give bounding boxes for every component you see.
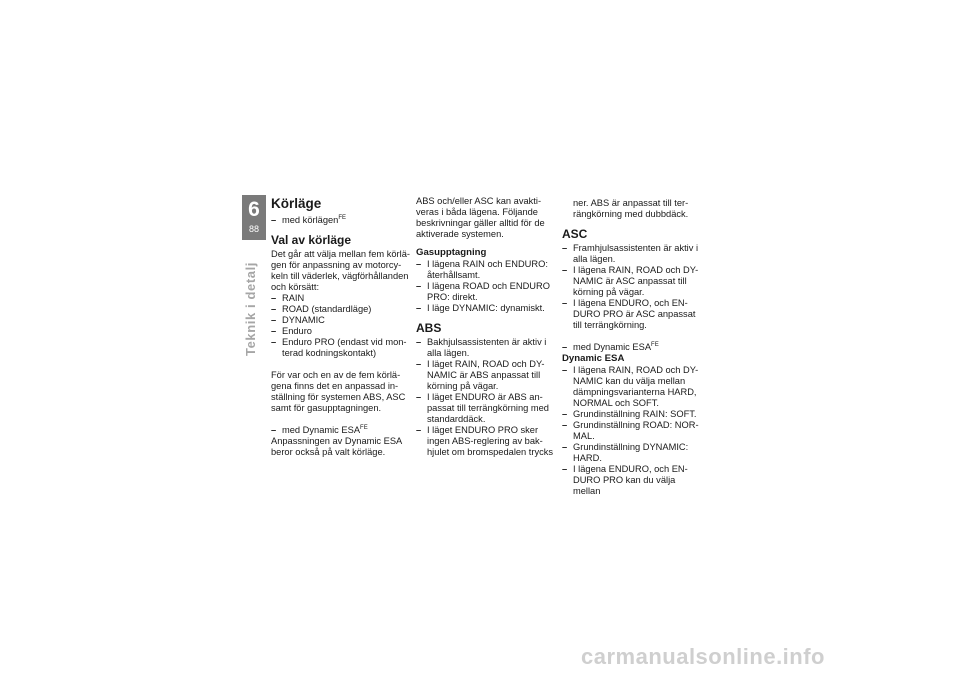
section-heading-abs: ABS [416,321,442,335]
list-item: – Bakhjulsassistenten är aktiv i alla lägen. [416,337,556,359]
continued-text: ner. ABS är anpassat till ter-rängkörning med dubbdäck. [573,198,689,219]
abs-list [416,337,556,458]
column-1 [271,196,411,458]
esa-list [562,365,702,497]
list-item: – Grundinställning DYNAMIC: HARD. [562,442,702,464]
intro-paragraph: ABS och/eller ASC kan avakti-veras i båda lägena. Följande beskrivningar gäller alltid för de aktiverade systemen. [416,196,545,239]
list-item: – I lägena ENDURO, och EN-DURO PRO är ASC anpassat till terrängkörning. [562,298,702,331]
intro-paragraph: Det går att välja mellan fem körlä-gen för anpassning av motorcy-keln till väderlek, vägförhållanden och körsätt: [271,249,410,292]
requirement-note: – med körlägen$^{FE}$ [271,215,411,226]
watermark-text: carmanualsonline.info [581,644,825,669]
column-3 [562,198,702,497]
chapter-number: 6 [248,198,260,221]
subheading-gas: Gasupptagning [416,247,487,258]
list-item: – I läget ENDURO är ABS an-passat till terrängkörning med standarddäck. [416,392,556,425]
list-item: – Enduro PRO (endast vid mon-terad kodningskontakt) [271,337,411,359]
list-item: – I lägena RAIN och ENDURO: återhållsamt. [416,259,556,281]
list-item: – Enduro [271,326,411,337]
list-item: – I lägena ENDURO, och EN-DURO PRO kan du välja mellan [562,464,702,497]
column-2 [416,196,556,458]
chapter-tab [242,195,266,240]
list-item: – RAIN [271,293,411,304]
paragraph: Anpassningen av Dynamic ESA beror också på valt körläge. [271,436,402,457]
page-number: 88 [248,224,259,234]
section-heading-asc: ASC [562,227,588,241]
requirement-note: – med Dynamic $ESA^{FE}$ [271,425,411,436]
paragraph: För var och en av de fem körlä-gena finns det en anpassad in-ställning för systemen ABS, ASC samt för gasupptagningen. [271,370,406,413]
list-item: – Framhjulsassistenten är aktiv i alla lägen. [562,243,702,265]
list-item: – DYNAMIC [271,315,411,326]
list-item: – I lägena RAIN, ROAD och DY-NAMIC kan du välja mellan dämpningsvarianterna HARD, NORMAL och SOFT. [562,365,702,409]
chapter-side-title: Teknik i detalj [243,261,258,356]
asc-list [562,243,702,331]
gas-list [416,259,556,314]
section-heading: Val av körläge [271,233,352,247]
list-item: – Grundinställning ROAD: NOR-MAL. [562,420,702,442]
list-item: – ROAD (standardläge) [271,304,411,315]
modes-list [271,293,411,359]
list-item: – I läge DYNAMIC: dynamiskt. [416,303,556,314]
subheading-esa: Dynamic ESA [562,353,625,364]
page-title: Körläge [271,196,322,211]
requirement-note: – med Dynamic $ESA^{FE}$ [562,342,702,353]
list-item: – I lägena RAIN, ROAD och DY-NAMIC är ASC anpassat till körning på vägar. [562,265,702,298]
list-item: – I lägena ROAD och ENDURO PRO: direkt. [416,281,556,303]
list-item: – I läget RAIN, ROAD och DY-NAMIC är ABS anpassat till körning på vägar. [416,359,556,392]
list-item: – Grundinställning RAIN: SOFT. [562,409,702,420]
list-item: – I läget ENDURO PRO sker ingen ABS-reglering av bak-hjulet om bromspedalen trycks [416,425,556,458]
